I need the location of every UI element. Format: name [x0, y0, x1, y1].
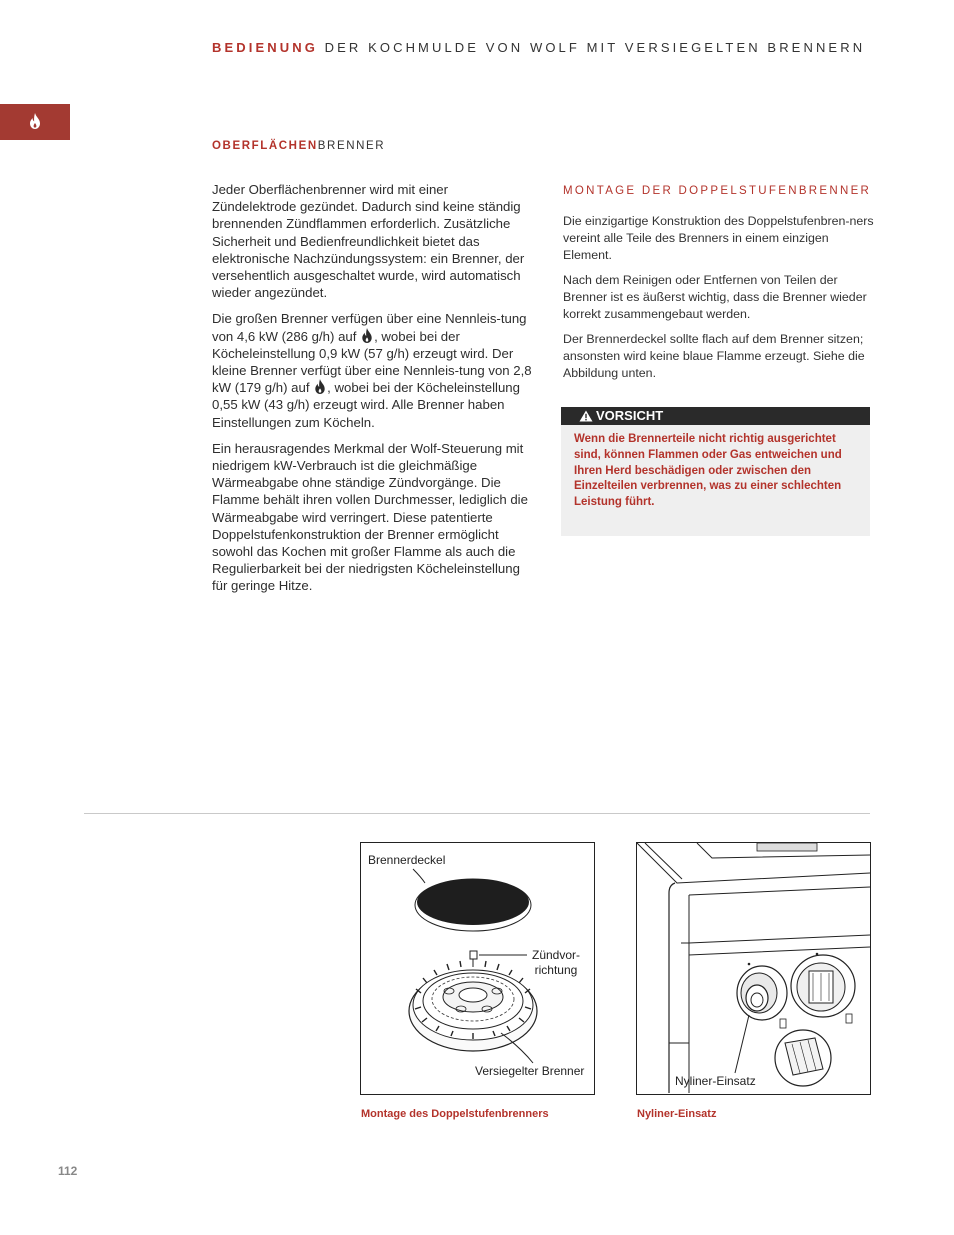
- right-column: [563, 183, 877, 390]
- high-flame-icon: [314, 379, 326, 394]
- right-paragraph-3: Der Brennerdeckel sollte flach auf dem Brenner sitzen; ansonsten wird keine blaue Flamme erzeugt. Siehe die Abbildung unten.: [563, 332, 865, 380]
- left-paragraph-2: [212, 310, 534, 430]
- right-paragraph-1: Die einzigartige Konstruktion des Doppelstufenbren-ners vereint alle Teile des Brenners in einem einzigen Element.: [563, 214, 874, 262]
- right-paragraph-2: Nach dem Reinigen oder Entfernen von Teilen der Brenner ist es äußerst wichtig, dass die Brenner wieder korrekt zusammengebaut werden.: [563, 273, 867, 321]
- igniter-label-line-1: Zündvor-: [531, 948, 581, 962]
- knob-panel-drawing: [637, 843, 870, 1094]
- left-paragraph-2-part-b: , wobei bei der Köcheleinstellung 0,9 kW (57 g/h) erzeugt wird. Der kleine Brenner verfügt über eine Nennleis-tung von 2,8 kW (179 g/h) auf: [212, 328, 532, 396]
- flame-icon: [29, 113, 41, 129]
- burner-assembly-figure: [360, 842, 595, 1095]
- figure2-caption: Nyliner-Einsatz: [637, 1108, 717, 1120]
- page-number: 112: [58, 1164, 78, 1178]
- left-paragraph-1: Jeder Oberflächenbrenner wird mit einer Zündelektrode gezündet. Dadurch sind keine ständig brennenden Zündflammen erforderlich. Zusätzliche Sicherheit und Bedienfreundlichkeit bietet das elektronische Nachzündungssystem: ein Brenner, der versehentlich ausgeschaltet wurde, wird automatisch wieder angezündet.: [212, 182, 525, 301]
- sealed-burner-label: Versiegelter Brenner: [475, 1064, 585, 1078]
- section-tab: [0, 104, 70, 140]
- high-flame-icon: [361, 328, 373, 343]
- left-paragraph-3: Ein herausragendes Merkmal der Wolf-Steuerung mit niedrigem kW-Verbrauch ist die gleichmäßige Wärmeabgabe ohne ständige Zündvorgänge. Die Flamme behält ihren vollen Durchmesser, lediglich die Wärmeabgabe wird verringert. Diese patentierte Doppelstufenkonstruktion der Brenner ermöglicht sowohl das Kochen mit großer Flamme als auch die Regulierbarkeit bei der niedrigsten Köcheleinstellung für geringe Hitze.: [212, 440, 528, 594]
- section-title: [212, 140, 385, 152]
- caution-header: [561, 407, 870, 425]
- section-title-rest: BRENNER: [317, 140, 386, 152]
- warning-icon: [579, 410, 593, 422]
- caution-box: [561, 407, 870, 536]
- figure1-caption: Montage des Doppelstufenbrenners: [361, 1108, 549, 1120]
- header-accent: BEDIENUNG: [212, 40, 318, 55]
- subsection-title: MONTAGE DER DOPPELSTUFENBRENNER: [563, 185, 872, 197]
- caution-label: VORSICHT: [596, 408, 664, 423]
- section-divider: [84, 813, 870, 814]
- left-column: [212, 181, 534, 604]
- left-paragraph-2-part-c: , wobei bei der Köcheleinstellung 0,55 kW (43 g/h) erzeugt wird. Alle Brenner haben Einstellungen zum Köcheln.: [212, 380, 520, 430]
- header-rest: DER KOCHMULDE VON WOLF MIT VERSIEGELTEN BRENNERN: [324, 40, 866, 55]
- left-paragraph-2-part-a: Die großen Brenner verfügen über eine Nennleis-tung von 4,6 kW (286 g/h) auf: [212, 311, 527, 344]
- igniter-label-line-2: richtung: [534, 963, 578, 977]
- page-header: [212, 40, 865, 55]
- burner-cap-label: Brennerdeckel: [368, 853, 446, 867]
- caution-text: Wenn die Brennerteile nicht richtig ausgerichtet sind, können Flammen oder Gas entweichen und Ihren Herd beschädigen oder zwischen den Einzelteilen verbrennen, was zu einer schlechten Leistung führt.: [574, 433, 842, 509]
- nyliner-figure: [636, 842, 871, 1095]
- nyliner-label: Nyliner-Einsatz: [675, 1074, 756, 1088]
- burner-drawing: [361, 843, 594, 1094]
- section-title-accent: OBERFLÄCHEN: [212, 140, 318, 152]
